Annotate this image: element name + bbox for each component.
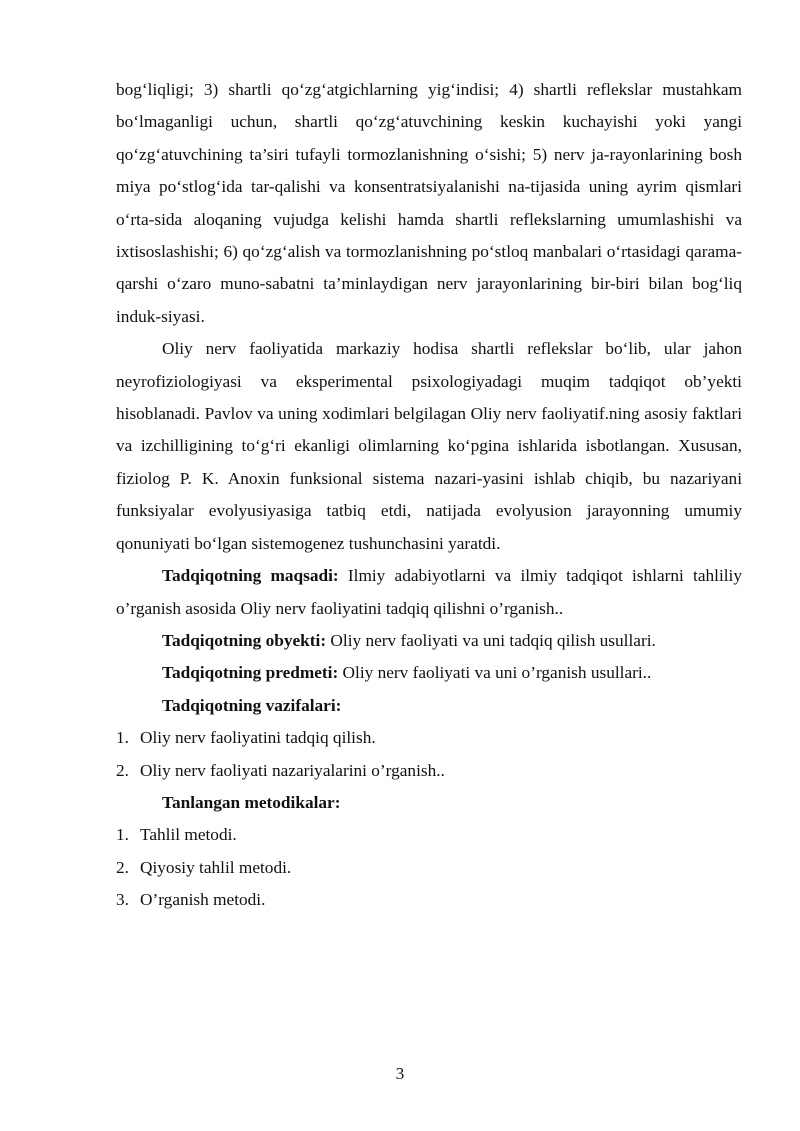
list-item-number: 2. (116, 857, 129, 877)
research-object-label: Tadqiqotning obyekti: (162, 630, 327, 650)
research-subject (116, 657, 742, 689)
list-item-text: O’rganish metodi. (140, 890, 266, 910)
methods-list (116, 819, 742, 916)
list-item (93, 722, 742, 754)
list-item (93, 819, 742, 851)
paragraph-conditional-reflexes: Oliy nerv faoliyatida markaziy hodisa shartli reflekslar bo‘lib, ular jahon neyrofiziologiyasi va eksperimental psixologiyadagi muqim tadqiqot ob’yekti hisoblanadi. Pavlov va uning xodimlari belgilagan Oliy nerv faoliyatif.ning asosiy faktlari va izchilligining to‘g‘ri ekanligi olimlarning ko‘pgina ishlarida isbotlangan. Xususan, fiziolog P. K. Anoxin funksional sistema nazari-yasini ishlab chiqib, bu nazariyani funksiyalar evolyusiyasiga tatbiq etdi, natijada evolyusion jarayonning umumiy qonuniyati bo‘lgan sistemogenez tushunchasini yaratdi. (116, 339, 742, 553)
research-subject-label: Tadqiqotning predmeti: (162, 663, 339, 683)
list-item-text: Qiyosiy tahlil metodi. (140, 857, 292, 877)
paragraph-continuation: bog‘liqligi; 3) shartli qo‘zg‘atgichlarning yig‘indisi; 4) shartli reflekslar mustahkam bo‘lmaganligi uchun, shartli qo‘zg‘atuvchining keskin kuchayishi yoki yangi qo‘zg‘atuvchining ta’siri tufayli tormozlanishning o‘sishi; 5) nerv ja-rayonlarining bosh miya po‘stlog‘ida tar-qalishi va konsentratsiyalanishi na-tijasida uning ayrim qismlari o‘rta-sida aloqaning vujudga kelishi hamda shartli reflekslarning umumlashishi va ixtisoslashishi; 6) qo‘zg‘alish va tormozlanishning po‘stloq manbalari o‘rtasidagi qarama-qarshi o‘zaro muno-sabatni ta’minlaydigan nerv jarayonlarining bir-biri bilan bog‘liq induk-siyasi. (116, 80, 742, 326)
list-item (93, 884, 742, 916)
list-item (93, 755, 742, 787)
list-item-number: 1. (116, 825, 129, 845)
list-item-text: Oliy nerv faoliyati nazariyalarini o’rganish.. (140, 760, 445, 780)
tasks-heading: Tadqiqotning vazifalari: (162, 695, 342, 715)
list-item-number: 2. (116, 760, 129, 780)
tasks-list (116, 722, 742, 787)
page-number: 3 (395, 1064, 405, 1083)
research-goal-text: Ilmiy adabiyotlarni va ilmiy tadqiqot ishlarni tahliliy o’rganish asosida Oliy nerv faoliyatini tadqiq qilishni o’rganish.. (116, 566, 742, 618)
research-goal-label: Tadqiqotning maqsadi: (162, 566, 339, 586)
list-item-number: 3. (116, 890, 129, 910)
research-goal (116, 560, 742, 625)
list-item-text: Tahlil metodi. (140, 825, 237, 845)
research-object (116, 625, 742, 657)
research-subject-text: Oliy nerv faoliyati va uni o’rganish usullari.. (338, 663, 652, 683)
list-item-text: Oliy nerv faoliyatini tadqiq qilish. (140, 728, 376, 748)
research-object-text: Oliy nerv faoliyati va uni tadqiq qilish usullari. (326, 630, 656, 650)
list-item-number: 1. (116, 728, 129, 748)
methods-heading: Tanlangan metodikalar: (162, 792, 341, 812)
list-item (93, 852, 742, 884)
page-content (116, 74, 742, 917)
